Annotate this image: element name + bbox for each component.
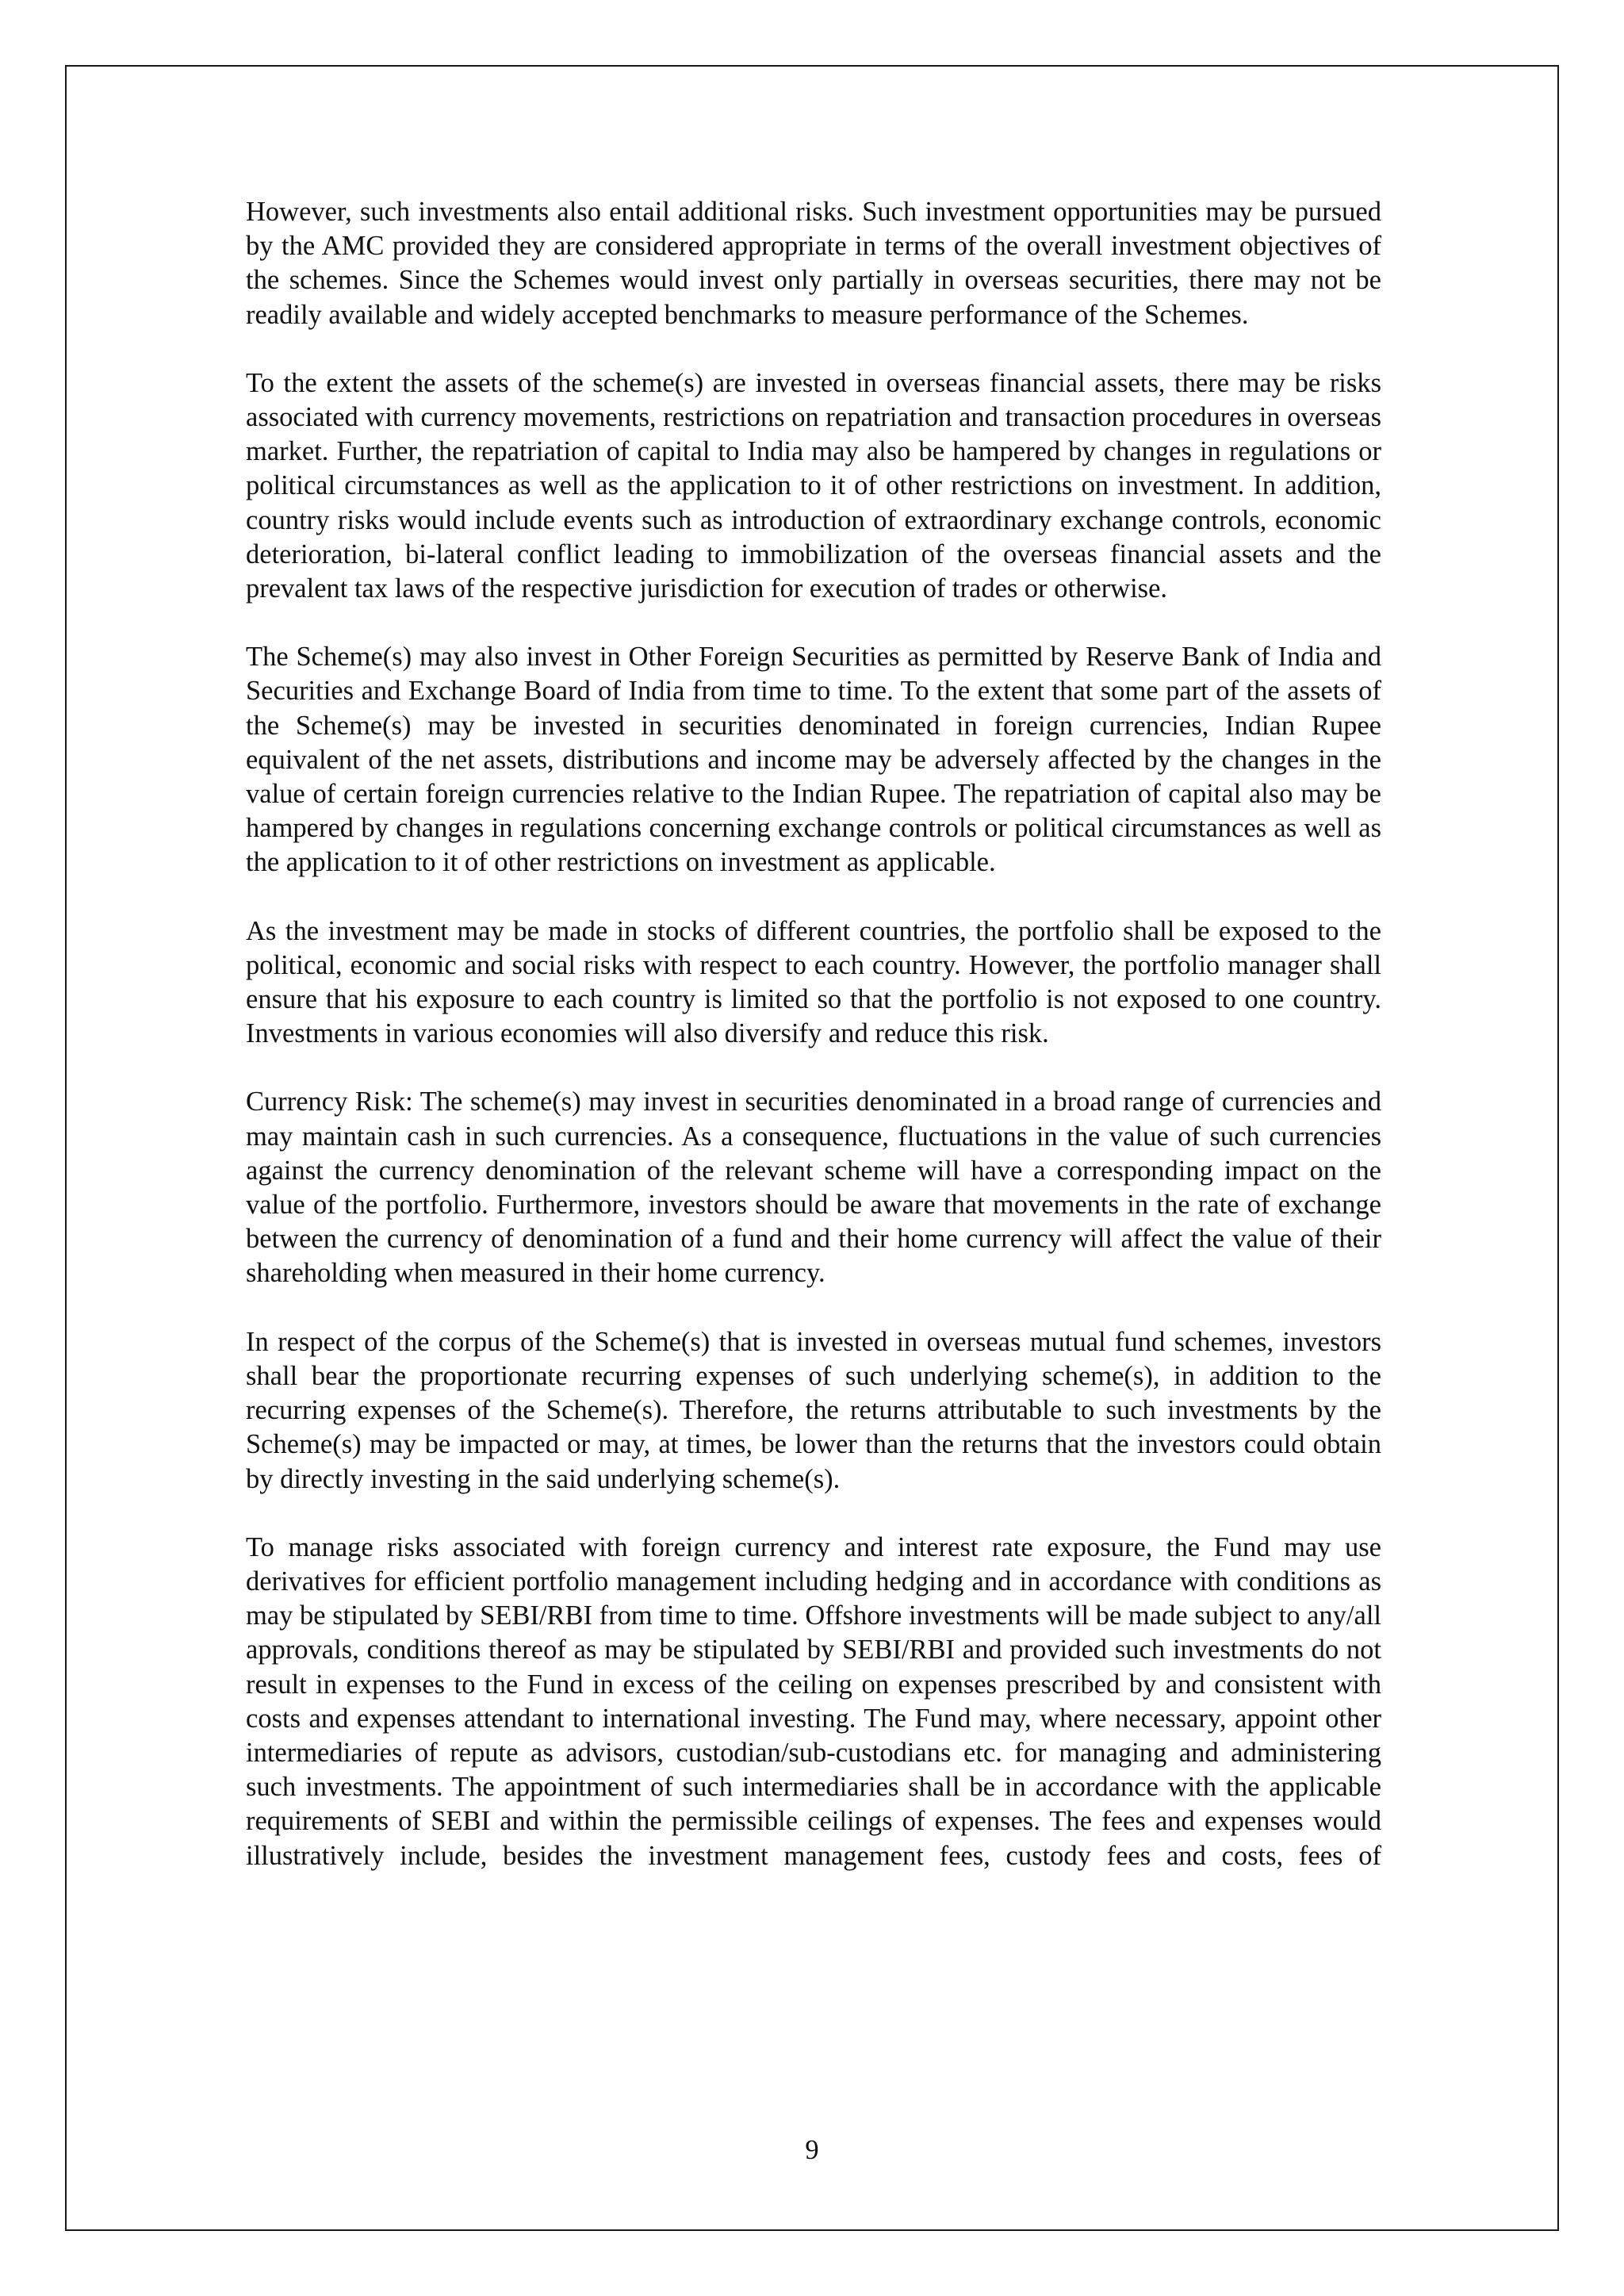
document-body: [246, 195, 1381, 1873]
paragraph-overseas-financial-assets: To the extent the assets of the scheme(s) are invested in overseas financial assets, there may be risks associated with currency movements, restrictions on repatriation and transaction procedures in overseas market. Further, the repatriation of capital to India may also be hampered by changes in regulations or political circumstances as well as the application to it of other restrictions on investment. In addition, country risks would include events such as introduction of extraordinary exchange controls, economic deterioration, bi-lateral conflict leading to immobilization of the overseas financial assets and the prevalent tax laws of the respective jurisdiction for execution of trades or otherwise.: [246, 367, 1381, 604]
paragraph-overseas-risks: However, such investments also entail additional risks. Such investment opportunities may be pursued by the AMC provided they are considered appropriate in terms of the overall investment objectives of the schemes. Since the Schemes would invest only partially in overseas securities, there may not be readily available and widely accepted benchmarks to measure performance of the Schemes.: [246, 197, 1381, 330]
paragraph-derivatives-hedging: To manage risks associated with foreign currency and interest rate exposure, the Fund may use derivatives for efficient portfolio management including hedging and in accordance with conditions as may be stipulated by SEBI/RBI from time to time. Offshore investments will be made subject to any/all approvals, conditions thereof as may be stipulated by SEBI/RBI and provided such investments do not result in expenses to the Fund in excess of the ceiling on expenses prescribed by and consistent with costs and expenses attendant to international investing. The Fund may, where necessary, appoint other intermediaries of repute as advisors, custodian/sub-custodians etc. for managing and administering such investments. The appointment of such intermediaries shall be in accordance with the applicable requirements of SEBI and within the permissible ceilings of expenses. The fees and expenses would illustratively include, besides the investment management fees, custody fees and costs, fees of: [246, 1531, 1381, 1871]
paragraph-recurring-expenses: In respect of the corpus of the Scheme(s) that is invested in overseas mutual fund schemes, investors shall bear the proportionate recurring expenses of such underlying scheme(s), in addition to the recurring expenses of the Scheme(s). Therefore, the returns attributable to such investments by the Scheme(s) may be impacted or may, at times, be lower than the returns that the investors could obtain by directly investing in the said underlying scheme(s).: [246, 1326, 1381, 1494]
paragraph-country-exposure: As the investment may be made in stocks of different countries, the portfolio shall be exposed to the political, economic and social risks with respect to each country. However, the portfolio manager shall ensure that his exposure to each country is limited so that the portfolio is not exposed to one country. Investments in various economies will also diversify and reduce this risk.: [246, 915, 1381, 1049]
paragraph-currency-risk: Currency Risk: The scheme(s) may invest in securities denominated in a broad range of currencies and may maintain cash in such currencies. As a consequence, fluctuations in the value of such currencies against the currency denomination of the relevant scheme will have a corresponding impact on the value of the portfolio. Furthermore, investors should be aware that movements in the rate of exchange between the currency of denomination of a fund and their home currency will affect the value of their shareholding when measured in their home currency.: [246, 1087, 1381, 1289]
paragraph-foreign-securities: The Scheme(s) may also invest in Other Foreign Securities as permitted by Reserve Bank of India and Securities and Exchange Board of India from time to time. To the extent that some part of the assets of the Scheme(s) may be invested in securities denominated in foreign currencies, Indian Rupee equivalent of the net assets, distributions and income may be adversely affected by the changes in the value of certain foreign currencies relative to the Indian Rupee. The repatriation of capital also may be hampered by changes in regulations concerning exchange controls or political circumstances as well as the application to it of other restrictions on investment as applicable.: [246, 642, 1381, 878]
page-number: 9: [805, 2135, 819, 2165]
